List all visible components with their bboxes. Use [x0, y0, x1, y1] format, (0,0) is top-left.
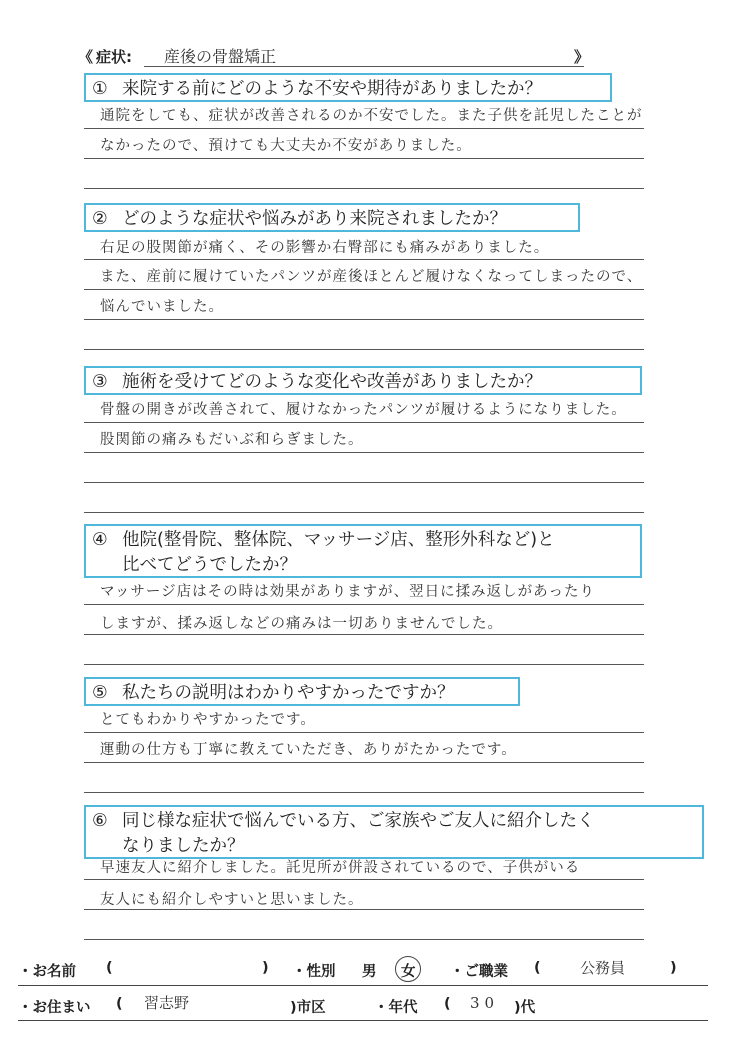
question-3-number: ③	[92, 372, 108, 392]
answer-3-line-1: 骨盤の開きが改善されて、履けなかったパンツが履けるようになりました。	[100, 402, 627, 418]
address-label: ・お住まい	[18, 1000, 91, 1016]
rule	[84, 664, 644, 665]
symptom-label: 症状:	[96, 48, 132, 66]
rule	[84, 289, 644, 290]
symptom-bracket-close: 》	[574, 48, 590, 66]
question-4-text: 他院(整骨院、整体院、マッサージ店、整形外科など)と	[122, 530, 555, 550]
question-4-number: ④	[92, 530, 108, 550]
address-paren-open: (	[116, 996, 123, 1012]
answer-4-line-1: マッサージ店はその時は効果がありますが、翌日に揉み返しがあったり	[100, 584, 595, 600]
rule	[84, 259, 644, 260]
question-2-text: どのような症状や悩みがあり来院されましたか？	[122, 209, 507, 229]
job-value: 公務員	[580, 959, 626, 977]
rule	[84, 128, 644, 129]
rule	[84, 762, 644, 763]
question-4-box	[84, 524, 642, 578]
rule	[84, 792, 644, 793]
answer-1-line-1: 通院をしても、症状が改善されるのか不安でした。また子供を託児したことが	[100, 108, 643, 124]
age-label: ・年代	[374, 1000, 418, 1016]
rule	[84, 188, 644, 189]
name-paren-close: )	[262, 960, 269, 976]
address-value: 習志野	[144, 994, 190, 1012]
footer-row-2	[18, 996, 718, 1020]
age-paren-close: )代	[514, 1000, 536, 1016]
footer-line-2	[18, 1020, 708, 1021]
symptom-bracket-open: 《	[78, 48, 94, 66]
gender-selected-circle	[395, 956, 421, 982]
question-6-text-line-2: なりましたか？	[122, 836, 245, 856]
rule	[84, 422, 644, 423]
question-1-text: 来院する前にどのような不安や期待がありましたか？	[122, 79, 542, 99]
name-paren-open: (	[106, 960, 113, 976]
age-value: 30	[470, 994, 500, 1012]
name-label: ・お名前	[18, 964, 76, 980]
answer-3-line-2: 股関節の痛みもだいぶ和らぎました。	[100, 432, 364, 448]
address-paren-close: )市区	[290, 1000, 326, 1016]
symptom-value: 産後の骨盤矯正	[164, 47, 277, 66]
answer-4-line-2: しますが、揉み返しなどの痛みは一切ありませんでした。	[100, 616, 503, 632]
rule	[84, 634, 644, 635]
rule	[84, 452, 644, 453]
footer-line-1	[18, 985, 708, 986]
question-6-text: 同じ様な症状で悩んでいる方、ご家族やご友人に紹介したく	[122, 811, 595, 831]
rule	[84, 158, 644, 159]
answer-2-line-3: 悩んでいました。	[100, 299, 224, 315]
answer-2-line-1: 右足の股関節が痛く、その影響か右臀部にも痛みがありました。	[100, 240, 550, 256]
question-1-box	[84, 73, 612, 102]
rule	[84, 732, 644, 733]
question-3-box	[84, 366, 642, 395]
rule	[84, 939, 644, 940]
answer-6-line-2: 友人にも紹介しやすいと思いました。	[100, 892, 364, 908]
rule	[84, 349, 644, 350]
gender-label: ・性別	[292, 964, 336, 980]
footer-row-1	[18, 960, 718, 984]
age-paren-open: (	[444, 996, 451, 1012]
symptom-underline	[144, 66, 584, 67]
answer-1-line-2: なかったので、預けても大丈夫か不安がありました。	[100, 138, 472, 154]
answer-5-line-1: とてもわかりやすかったです。	[100, 712, 316, 728]
job-paren-close: )	[670, 960, 677, 976]
gender-male: 男	[362, 964, 377, 980]
rule	[84, 319, 644, 320]
rule	[84, 879, 644, 880]
answer-2-line-2: また、産前に履けていたパンツが産後ほとんど履けなくなってしまったので、	[100, 269, 643, 285]
question-6-number: ⑥	[92, 811, 108, 831]
question-5-text: 私たちの説明はわかりやすかったですか？	[122, 683, 455, 703]
question-6-box	[84, 805, 704, 859]
rule	[84, 909, 644, 910]
rule	[84, 512, 644, 513]
question-2-box	[84, 203, 580, 232]
question-3-text: 施術を受けてどのような変化や改善がありましたか？	[122, 372, 542, 392]
job-label: ・ご職業	[450, 964, 508, 980]
question-5-number: ⑤	[92, 683, 108, 703]
job-paren-open: (	[534, 960, 541, 976]
question-4-text-line-2: 比べてどうでしたか？	[122, 555, 297, 575]
question-5-box	[84, 677, 520, 706]
question-1-number: ①	[92, 79, 108, 99]
question-2-number: ②	[92, 209, 108, 229]
answer-5-line-2: 運動の仕方も丁寧に教えていただき、ありがたかったです。	[100, 742, 517, 758]
gender-female: 女	[401, 964, 416, 980]
answer-6-line-1: 早速友人に紹介しました。託児所が併設されているので、子供がいる	[100, 860, 581, 876]
rule	[84, 482, 644, 483]
rule	[84, 604, 644, 605]
